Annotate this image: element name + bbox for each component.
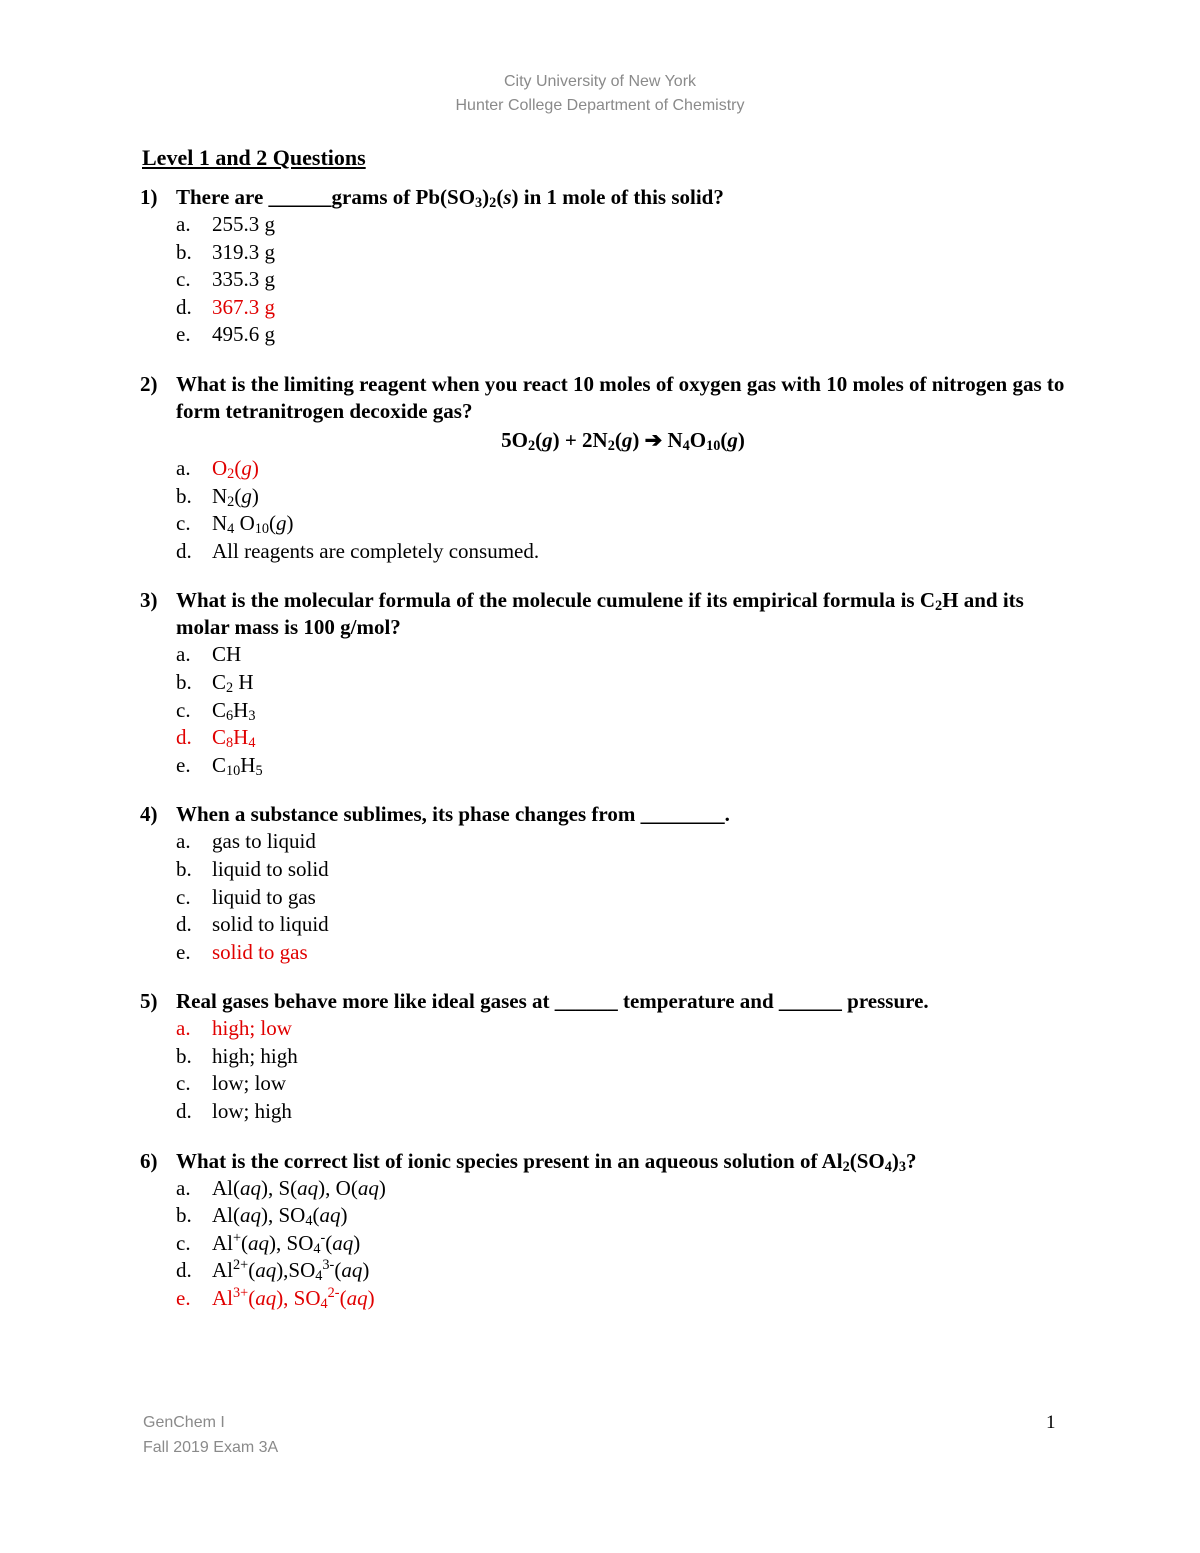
- choice-d: d. solid to liquid: [176, 912, 329, 937]
- question-number: 5): [140, 989, 158, 1014]
- question-1: [140, 184, 1070, 349]
- question-number: 3): [140, 588, 158, 613]
- answer-choices: [140, 641, 1070, 779]
- choice-c: c. $N_4$ $O_{10}(g)$: [176, 511, 294, 537]
- choice-b: b. liquid to solid: [176, 856, 329, 881]
- question-6: [140, 1148, 1070, 1313]
- choice-c: c. Al+(aq), $SO_4^-(aq)$: [176, 1230, 361, 1257]
- choice-c: c. low; low: [176, 1071, 287, 1096]
- answer-choices: [140, 211, 1070, 349]
- footer-course: GenChem I: [143, 1414, 225, 1431]
- choice-a: a. Al(aq), S(aq), O(aq): [176, 1175, 386, 1200]
- choice-a-correct: a. $O_2(g)$: [176, 455, 259, 482]
- page-header: [0, 70, 1200, 118]
- choice-b: b. Al(aq), $SO_4(aq)$: [176, 1203, 348, 1230]
- choice-b: b. $C_2$ H: [176, 669, 254, 696]
- answer-choices: [140, 1015, 1070, 1125]
- question-2: [140, 371, 1070, 565]
- question-list: [140, 184, 1070, 1335]
- page-number: 1: [1046, 1412, 1056, 1433]
- question-5: [140, 988, 1070, 1125]
- choice-b: b. $N_2(g)$: [176, 483, 259, 510]
- question-number: 6): [140, 1148, 158, 1173]
- choice-d: d. All reagents are completely consumed.: [176, 538, 540, 563]
- choice-e-correct: e. solid to gas: [176, 939, 308, 964]
- question-text: What is the molecular formula of the molecule cumulene if its empirical formula is $C_2H$ and its molar mass is 100 g/mol?: [176, 588, 1024, 640]
- choice-b: b. high; high: [176, 1043, 298, 1068]
- choice-b: b. 319.3 g: [176, 239, 275, 264]
- header-department: Hunter College Department of Chemistry: [455, 97, 745, 114]
- question-text: There are ______grams of $Pb(SO_3)_2(s)$ in 1 mole of this solid?: [176, 185, 724, 211]
- question-number: 4): [140, 802, 158, 827]
- choice-c: c. 335.3 g: [176, 267, 275, 292]
- page-footer: [143, 1410, 278, 1460]
- question-number: 1): [140, 185, 158, 209]
- answer-choices: [140, 1175, 1070, 1313]
- choice-c: c. liquid to gas: [176, 884, 316, 909]
- choice-a: a. CH: [176, 642, 242, 667]
- question-text: What is the correct list of ionic species present in an aqueous solution of $Al_2(SO_4)_3$?: [176, 1148, 917, 1175]
- header-university: City University of New York: [503, 73, 697, 90]
- question-text: When a substance sublimes, its phase changes from ________.: [176, 802, 730, 827]
- question-text: Real gases behave more like ideal gases at ______ temperature and ______ pressure.: [176, 989, 929, 1014]
- choice-a-correct: a. high; low: [176, 1016, 292, 1041]
- section-title: Level 1 and 2 Questions: [142, 145, 366, 170]
- choice-e-correct: e. $Al^{3+}(aq)$, $SO_4^{2-}(aq)$: [176, 1285, 375, 1312]
- reaction-equation: $5O_2(g) + 2N_2(g)$ ➔ $N_4O_{10}(g)$: [501, 427, 745, 454]
- choice-d-correct: d. 367.3 g: [176, 294, 275, 319]
- choice-d: d. $Al^{2+}(aq),SO_4^{3-}(aq)$: [176, 1257, 370, 1285]
- answer-choices: [140, 828, 1070, 966]
- choice-c: c. $C_6H_3$: [176, 697, 256, 724]
- question-3: [140, 587, 1070, 779]
- choice-a: a. gas to liquid: [176, 829, 316, 854]
- choice-d: d. low; high: [176, 1099, 292, 1124]
- question-text: What is the limiting reagent when you react 10 moles of oxygen gas with 10 moles of nitrogen gas to form tetranitrogen decoxide gas?: [176, 371, 1065, 423]
- footer-exam: Fall 2019 Exam 3A: [143, 1439, 279, 1456]
- question-4: [140, 801, 1070, 966]
- answer-choices: [140, 455, 1070, 565]
- choice-a: a. 255.3 g: [176, 212, 275, 236]
- choice-d-correct: d. $C_8H_4$: [176, 725, 256, 751]
- question-number: 2): [140, 371, 158, 396]
- choice-e: e. 495.6 g: [176, 322, 275, 347]
- choice-e: e. $C_{10}H_5$: [176, 752, 263, 779]
